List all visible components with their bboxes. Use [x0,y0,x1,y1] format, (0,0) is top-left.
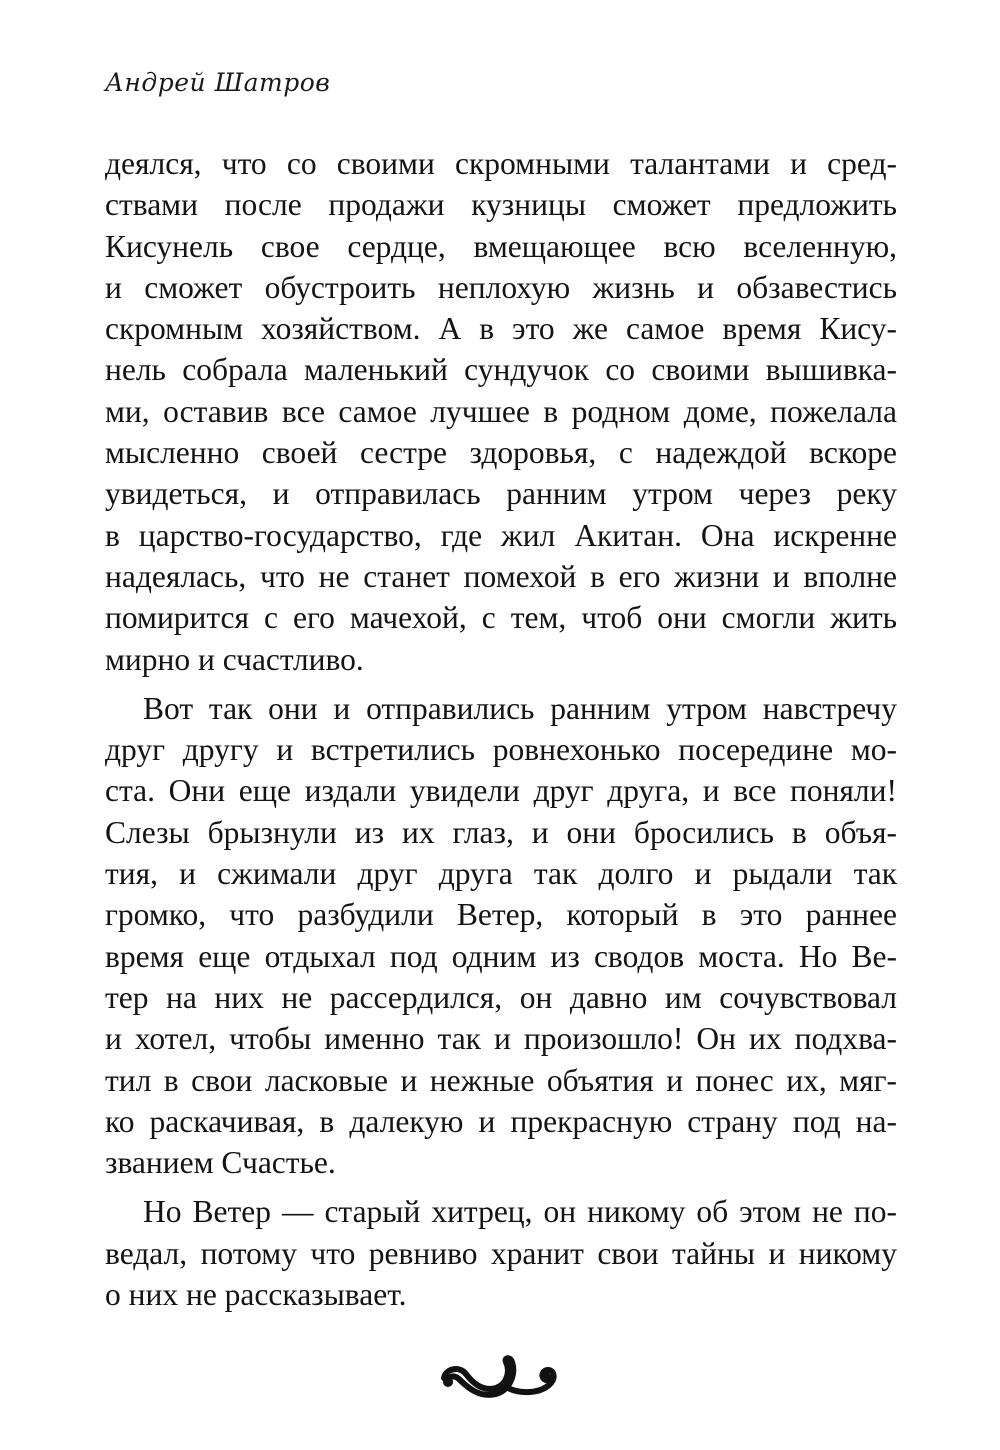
text-line: тия, и сжимали друг друга так долго и рыдали так [105,856,897,892]
text-line: помирится с его мачехой, с тем, чтоб они смогли жить [105,600,897,636]
text-line: ми, оставив все самое лучшее в родном доме, пожелала [105,393,897,429]
text-line: ста. Они еще издали увидели друг друга, и все поняли! [105,773,897,809]
text-line: надеялась, что не станет помехой в его жизни и вполне [105,558,897,594]
text-line: Слезы брызнули из их глаз, и они бросились в объя- [105,814,897,850]
text-line: и сможет обустроить неплохую жизнь и обзавестись [105,269,897,305]
text-line: Вот так они и отправились ранним утром навстречу [143,690,897,726]
body-text [105,143,897,1323]
text-line: громко, что разбудили Ветер, который в это раннее [105,897,897,933]
swirl-ornament-icon [436,1348,566,1400]
text-line: ко раскачивая, в далекую и прекрасную страну под на- [105,1103,897,1139]
paragraph-1 [105,143,897,680]
text-line: Но Ветер — старый хитрец, он никому об этом не по- [143,1194,897,1230]
text-line: мысленно своей сестре здоровья, с надеждой вскоре [105,435,897,471]
text-line: тил в свои ласковые и нежные объятия и понес их, мяг- [105,1062,897,1098]
text-line: увидеться, и отправилась ранним утром через реку [105,476,897,512]
paragraph-3 [105,1191,897,1315]
text-line: ведал, потому что ревниво хранит свои тайны и никому [105,1235,897,1271]
paragraph-2 [105,688,897,1184]
text-line: в царство-государство, где жил Акитан. Она искренне [105,517,897,553]
text-line: Кисунель свое сердце, вмещающее всю вселенную, [105,228,897,264]
running-header-author: Андрей Шатров [105,68,331,97]
text-line: время еще отдыхал под одним из сводов моста. Но Ве- [105,938,897,974]
text-line: ствами после продажи кузницы сможет предложить [105,187,897,223]
text-line: мирно и счастливо. [105,641,364,677]
text-line: и хотел, чтобы именно так и произошло! Он их подхва- [105,1021,897,1057]
text-line: нель собрала маленький сундучок со своими вышивка- [105,352,897,388]
text-line: скромным хозяйством. А в это же самое время Кису- [105,311,897,347]
text-line: друг другу и встретились ровнехонько посередине мо- [105,732,897,768]
text-line: деялся, что со своими скромными талантами и сред- [105,146,897,181]
text-line: о них не рассказывает. [105,1277,407,1313]
text-line: званием Счастье. [105,1145,336,1181]
text-line: тер на них не рассердился, он давно им сочувствовал [105,979,897,1015]
